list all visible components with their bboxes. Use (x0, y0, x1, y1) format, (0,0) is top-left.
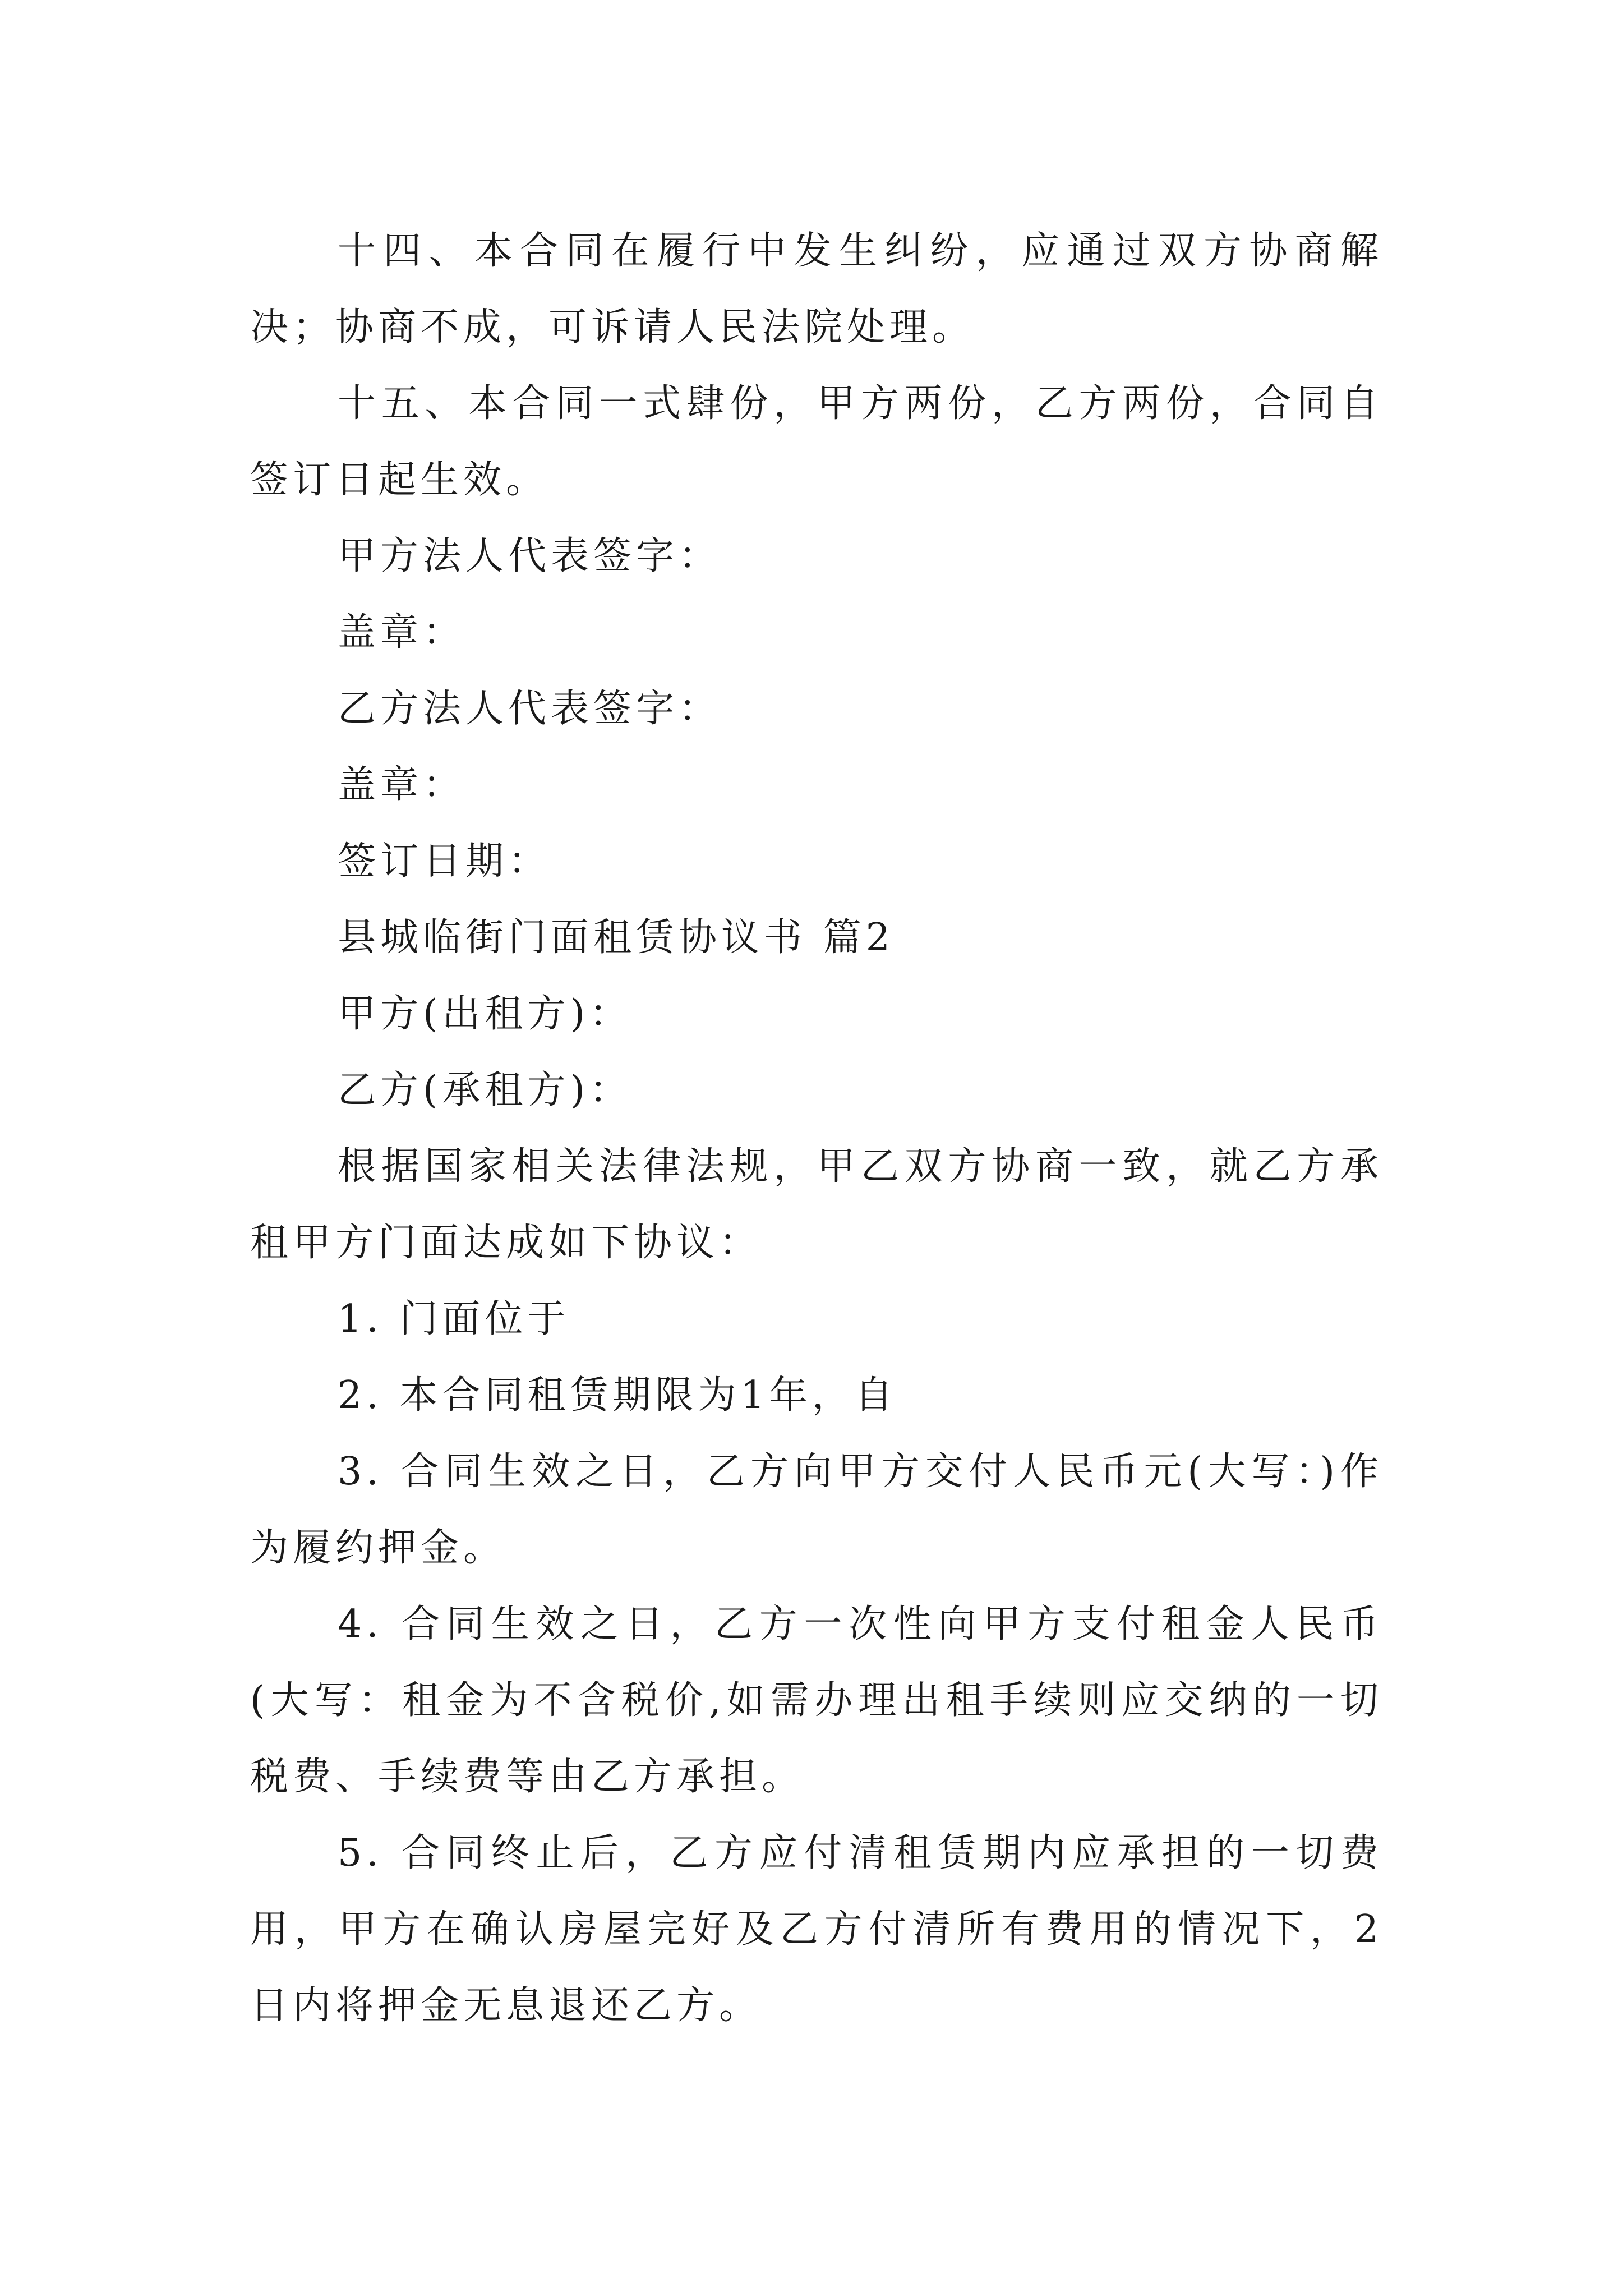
item-5: 5. 合同终止后，乙方应付清租赁期内应承担的一切费用，甲方在确认房屋完好及乙方付清所有费用的情况下，2日内将押金无息退还乙方。 (250, 1831, 1383, 2028)
item-1: 1. 门面位于 (338, 1297, 570, 1341)
clause-fourteen: 十四、本合同在履行中发生纠纷，应通过双方协商解决；协商不成，可诉请人民法院处理。 (250, 229, 1383, 349)
section-heading: 县城临街门面租赁协议书 篇2 (338, 915, 895, 960)
item-2: 2. 本合同租赁期限为1年，自 (338, 1373, 897, 1418)
clause-fifteen: 十五、本合同一式肆份，甲方两份，乙方两份，合同自签订日起生效。 (250, 381, 1383, 502)
party-a-seal-line: 盖章： (338, 610, 466, 655)
party-b-seal-line: 盖章： (338, 763, 466, 807)
lessee-line: 乙方(承租方)： (338, 1068, 633, 1112)
item-4: 4. 合同生效之日，乙方一次性向甲方支付租金人民币(大写：租金为不含税价,如需办理出租手续则应交纳的一切税费、手续费等由乙方承担。 (250, 1602, 1383, 1799)
signing-date-line: 签订日期： (338, 839, 551, 884)
party-a-signature-line: 甲方法人代表签字： (338, 534, 722, 578)
lessor-line: 甲方(出租方)： (338, 992, 633, 1036)
document-body (250, 213, 1383, 2044)
item-3: 3. 合同生效之日，乙方向甲方交付人民币元(大写：)作为履约押金。 (250, 1450, 1383, 1570)
party-b-signature-line: 乙方法人代表签字： (338, 687, 722, 731)
preamble-paragraph: 根据国家相关法律法规，甲乙双方协商一致，就乙方承租甲方门面达成如下协议： (250, 1144, 1383, 1265)
